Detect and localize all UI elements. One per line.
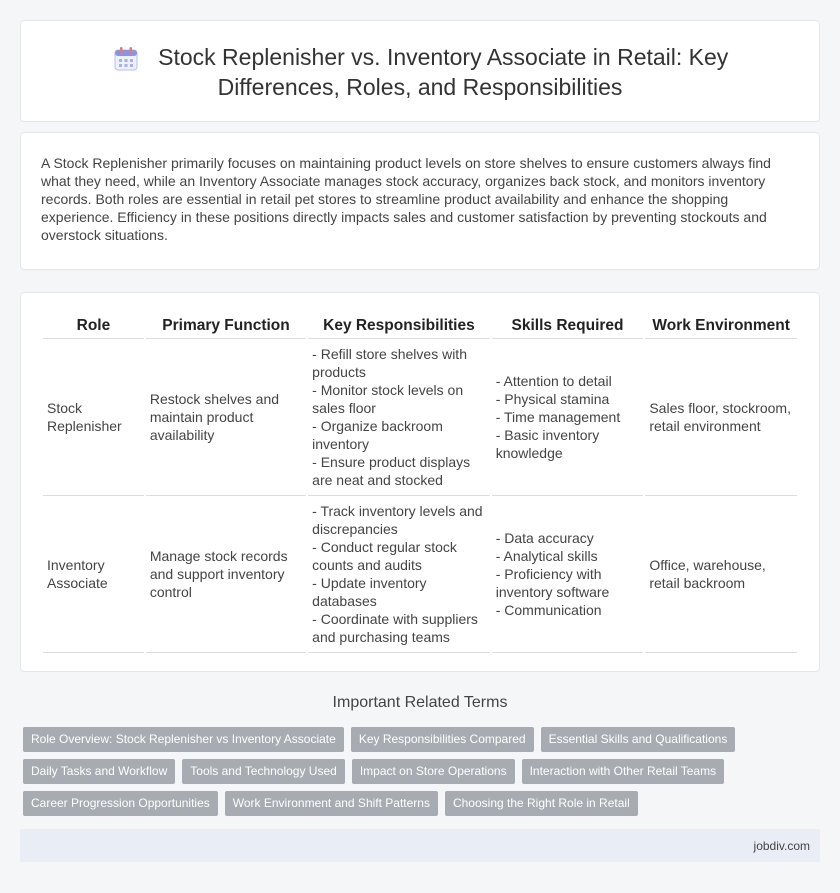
table-header-row	[43, 315, 797, 339]
table-row	[43, 496, 797, 653]
responsibility-item: - Monitor stock levels on sales floor	[312, 382, 464, 416]
related-term-tag[interactable]: Tools and Technology Used	[182, 759, 345, 784]
related-term-tag[interactable]: Work Environment and Shift Patterns	[225, 791, 438, 816]
tag-row	[23, 727, 823, 752]
column-header-work-environment: Work Environment	[645, 315, 797, 339]
related-term-tag[interactable]: Career Progression Opportunities	[23, 791, 218, 816]
intro-paragraph: A Stock Replenisher primarily focuses on maintaining product levels on store shelves to ensure customers always find what they need, while an Inventory Associate manages stock accuracy, organizes back stock, and monitors inventory records. Both roles are essential in retail pet stores to streamline product availability and enhance the shopping experience. Efficiency in these positions directly impacts sales and customer satisfaction by preventing stockouts and overstock situations.	[41, 155, 771, 243]
footer	[20, 829, 820, 862]
function-cell: Manage stock records and support inventory control	[146, 496, 306, 653]
column-header-key-responsibilities: Key Responsibilities	[308, 315, 490, 339]
related-term-tag[interactable]: Essential Skills and Qualifications	[541, 727, 736, 752]
page-title-line-1: Stock Replenisher vs. Inventory Associate in Retail: Key	[158, 44, 729, 70]
related-term-tag[interactable]: Daily Tasks and Workflow	[23, 759, 175, 784]
skill-item: - Basic inventory knowledge	[495, 427, 600, 461]
table-row	[43, 339, 797, 496]
page-title-line-2: Differences, Roles, and Responsibilities	[217, 74, 623, 100]
column-header-primary-function: Primary Function	[146, 315, 306, 339]
skills-cell	[492, 339, 644, 496]
skill-item: - Analytical skills	[495, 548, 598, 564]
skill-item: - Time management	[495, 409, 621, 425]
header-card	[20, 20, 820, 122]
responsibilities-cell	[308, 339, 490, 496]
environment-cell: Office, warehouse, retail backroom	[645, 496, 797, 653]
function-cell: Restock shelves and maintain product availability	[146, 339, 306, 496]
role-cell: Stock Replenisher	[43, 339, 144, 496]
related-term-tag[interactable]: Impact on Store Operations	[352, 759, 515, 784]
responsibility-item: - Update inventory databases	[312, 575, 427, 609]
page-title	[158, 44, 728, 70]
tag-row	[23, 759, 823, 784]
related-term-tag[interactable]: Key Responsibilities Compared	[351, 727, 534, 752]
role-cell: Inventory Associate	[43, 496, 144, 653]
related-term-tag[interactable]: Role Overview: Stock Replenisher vs Inventory Associate	[23, 727, 344, 752]
environment-cell: Sales floor, stockroom, retail environment	[645, 339, 797, 496]
related-terms-tags	[23, 727, 823, 823]
related-term-tag[interactable]: Choosing the Right Role in Retail	[445, 791, 638, 816]
skill-item: - Proficiency with inventory software	[495, 566, 610, 600]
skill-item: - Physical stamina	[495, 391, 610, 407]
responsibility-item: - Conduct regular stock counts and audits	[312, 539, 457, 573]
skill-item: - Attention to detail	[495, 373, 612, 389]
intro-card	[20, 132, 820, 270]
responsibility-item: - Organize backroom inventory	[312, 418, 443, 452]
skill-item: - Communication	[495, 602, 602, 618]
related-term-tag[interactable]: Interaction with Other Retail Teams	[522, 759, 725, 784]
comparison-table-card	[20, 292, 820, 672]
comparison-table	[41, 315, 799, 653]
tag-row	[23, 791, 823, 816]
responsibility-item: - Coordinate with suppliers and purchasing teams	[312, 611, 478, 645]
responsibilities-cell	[308, 496, 490, 653]
related-terms-title: Important Related Terms	[332, 694, 508, 711]
responsibility-item: - Refill store shelves with products	[312, 346, 467, 380]
calendar-icon	[112, 45, 140, 73]
footer-site-link[interactable]: jobdiv.com	[753, 839, 810, 853]
skill-item: - Data accuracy	[495, 530, 594, 546]
responsibility-item: - Ensure product displays are neat and stocked	[312, 454, 471, 488]
column-header-role: Role	[43, 315, 144, 339]
skills-cell	[492, 496, 644, 653]
responsibility-item: - Track inventory levels and discrepancies	[312, 503, 483, 537]
column-header-skills-required: Skills Required	[492, 315, 644, 339]
